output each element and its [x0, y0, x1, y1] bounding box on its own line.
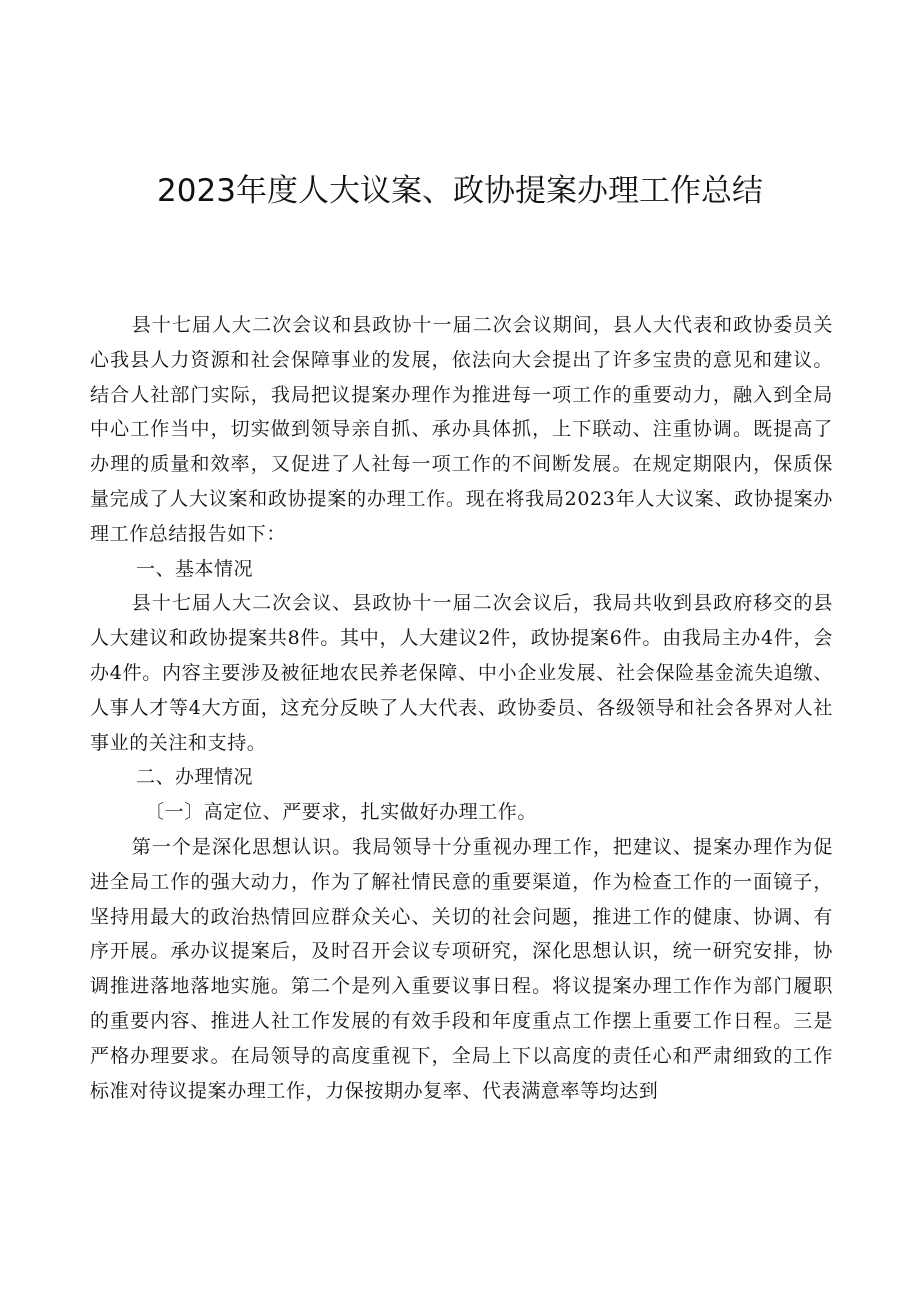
section-heading-handling: 二、办理情况	[136, 766, 254, 789]
handling-paragraph: 第一个是深化思想认识。我局领导十分重视办理工作，把建议、提案办理作为促进全局工作的强大动力，作为了解社情民意的重要渠道，作为检查工作的一面镜子，坚持用最大的政治热情回应群众关心、关切的社会问题，推进工作的健康、协调、有序开展。承办议提案后，及时召开会议专项研究，深化思想认识，统一研究安排，协调推进落地落地实施。第二个是列入重要议事日程。将议提案办理工作作为部门履职的重要内容、推进人社工作发展的有效手段和年度重点工作摆上重要工作日程。三是严格办理要求。在局领导的高度重视下，全局上下以高度的责任心和严肃细致的工作标准对待议提案办理工作，力保按期办复率、代表满意率等均达到	[90, 835, 833, 1102]
subsection-heading-1: 〔一〕高定位、严要求，扎实做好办理工作。	[145, 801, 538, 824]
basic-situation-paragraph: 县十七届人大二次会议、县政协十一届二次会议后，我局共收到县政府移交的县人大建议和政协提案共8件。其中，人大建议2件，政协提案6件。由我局主办4件，会办4件。内容主要涉及被征地农民养老保障、中小企业发展、社会保险基金流失追缴、人事人才等4大方面，这充分反映了人大代表、政协委员、各级领导和社会各界对人社事业的关注和支持。	[90, 592, 833, 754]
document-title: 2023年度人大议案、政协提案办理工作总结	[157, 173, 763, 209]
intro-paragraph: 县十七届人大二次会议和县政协十一届二次会议期间，县人大代表和政协委员关心我县人力资源和社会保障事业的发展，依法向大会提出了许多宝贵的意见和建议。结合人社部门实际，我局把议提案办理作为推进每一项工作的重要动力，融入到全局中心工作当中，切实做到领导亲自抓、承办具体抓，上下联动、注重协调。既提高了办理的质量和效率，又促进了人社每一项工作的不间断发展。在规定期限内，保质保量完成了人大议案和政协提案的办理工作。现在将我局2023年人大议案、政协提案办理工作总结报告如下：	[90, 314, 833, 545]
section-heading-basic: 一、基本情况	[136, 557, 254, 580]
document-body	[90, 308, 833, 1108]
